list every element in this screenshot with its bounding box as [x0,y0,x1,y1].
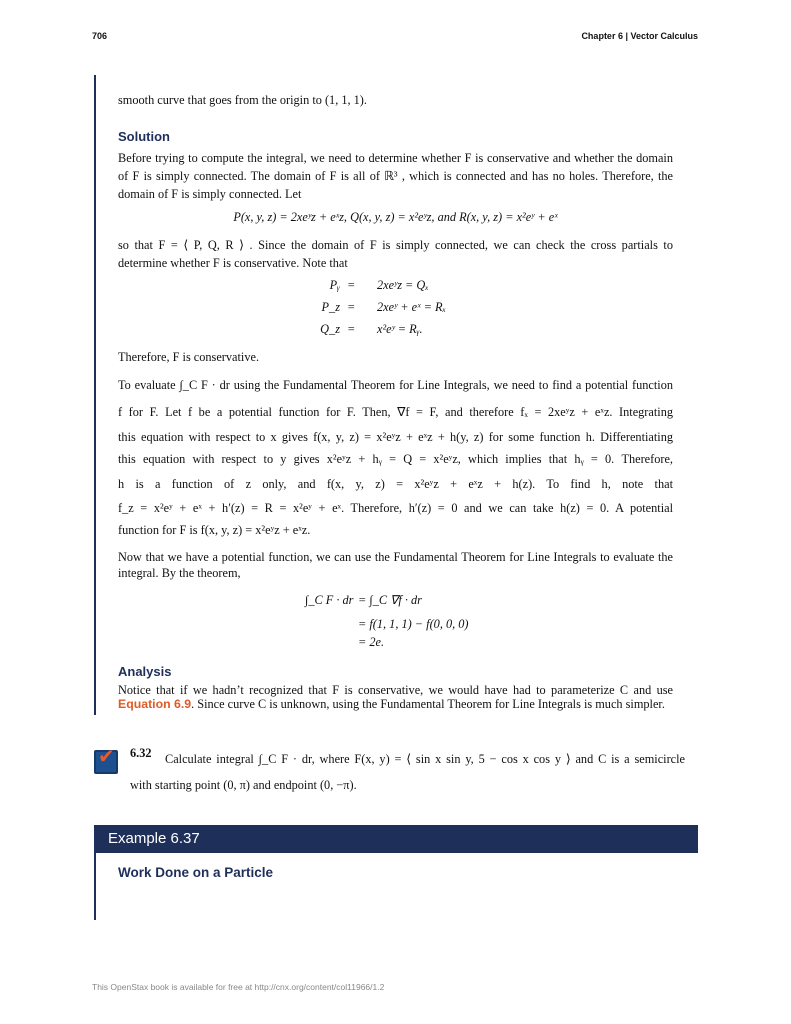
chapter-title: Chapter 6 | Vector Calculus [581,31,698,41]
paragraph-line: Before trying to compute the integral, we need to determine whether F is conservative and whether the domain [118,151,673,165]
checkpoint-number: 6.32 [130,746,152,760]
paragraph-line: f_z = x²eʸ + eˣ + h′(z) = R = x²eʸ + eˣ. Therefore, h′(z) = 0 and we can take h(z) = 0. A potential [118,501,673,515]
checkpoint-line: with starting point (0, π) and endpoint (0, −π). [130,778,357,792]
paragraph-line: h is a function of z only, and f(x, y, z) = x²eʸz + eˣz + h(z). To find h, note that [118,477,673,491]
partial-lhs: P_z [321,300,340,314]
solution-heading: Solution [118,129,170,144]
example-header: Example 6.37 [94,825,698,853]
checkpoint-checkbox-icon [94,750,118,774]
partial-rhs: x²eʸ = Rᵧ. [377,322,423,336]
equals-sign: = [347,300,356,314]
paragraph-line: determine whether F is conservative. Note that [118,256,348,270]
partial-lhs: Pᵧ [329,278,340,292]
partial-lhs: Q_z [320,322,340,336]
paragraph-line: f for F. Let f be a potential function for F. Then, ∇f = F, and therefore fₓ = 2xeʸz + eˣz. Integrating [118,405,673,419]
page-number: 706 [92,31,108,41]
footer-note: This OpenStax book is available for free at http://cnx.org/content/col11966/1.2 [92,982,385,992]
partial-rhs: 2xeʸ + eˣ = Rₓ [377,300,447,314]
paragraph-line: of F is simply connected. The domain of F is all of ℝ³ , which is connected and has no holes. Therefore, the [118,169,673,183]
paragraph-line: integral. By the theorem, [118,566,241,580]
checkpoint-line: Calculate integral ∫_C F · dr, where F(x, y) = ⟨ sin x sin y, 5 − cos x cos y ⟩ and C is a semicircle [165,752,685,766]
equals-sign: = [347,278,356,292]
analysis-text: . Since curve C is unknown, using the Fundamental Theorem for Line Integrals is much simpler. [191,697,665,711]
final-eq-rhs: = ∫_C ∇f · dr [358,593,422,607]
example-sidebar-rule-2 [94,853,96,920]
example-sidebar-rule [94,75,96,715]
equals-sign: = [347,322,356,336]
paragraph-line [118,696,673,712]
final-eq-lhs: ∫_C F · dr [305,593,354,607]
final-eq-rhs: = 2e. [358,635,385,649]
partial-rhs: 2xeʸz = Qₓ [377,278,429,292]
analysis-heading: Analysis [118,664,172,679]
paragraph-line: function for F is f(x, y, z) = x²eʸz + eˣz. [118,523,311,537]
paragraph-line: Notice that if we hadn’t recognized that F is conservative, we would have had to parameterize C and use [118,683,673,697]
equation-link[interactable]: Equation 6.9 [118,697,192,711]
paragraph-line: To evaluate ∫_C F · dr using the Fundamental Theorem for Line Integrals, we need to find a potential function [118,378,673,392]
paragraph-line: this equation with respect to y gives x²eʸz + hᵧ = Q = x²eʸz, which implies that hᵧ = 0. Therefore, [118,452,673,466]
paragraph-line: so that F = ⟨ P, Q, R ⟩ . Since the domain of F is simply connected, we can check the cross partials to [118,238,673,252]
final-eq-rhs: = f(1, 1, 1) − f(0, 0, 0) [358,617,469,631]
intro-line: smooth curve that goes from the origin to (1, 1, 1). [118,93,367,107]
paragraph-line: this equation with respect to x gives f(x, y, z) = x²eʸz + eˣz + h(y, z) for some function h. Differentiating [118,430,673,444]
equation-pqr: P(x, y, z) = 2xeʸz + eˣz, Q(x, y, z) = x²eʸz, and R(x, y, z) = x²eʸ + eˣ [233,210,558,224]
paragraph-line: Now that we have a potential function, we can use the Fundamental Theorem for Line Integrals to evaluate the [118,550,673,564]
paragraph-line: domain of F is simply connected. Let [118,187,302,201]
conclusion-line: Therefore, F is conservative. [118,350,260,364]
example-subtitle: Work Done on a Particle [118,865,274,880]
